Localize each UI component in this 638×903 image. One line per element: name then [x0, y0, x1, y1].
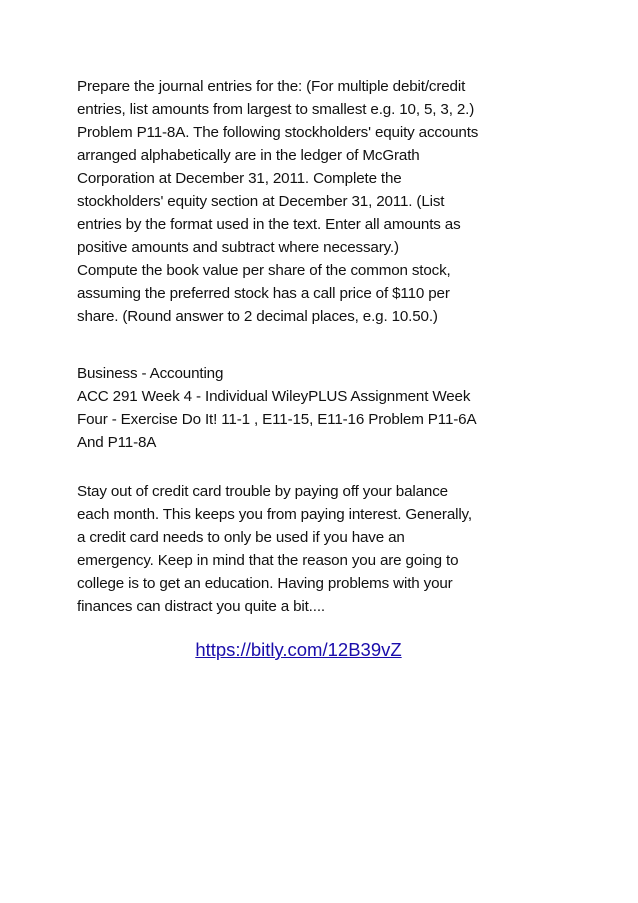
text-line: entries by the format used in the text. Enter all amounts as [77, 216, 461, 233]
text-line: ACC 291 Week 4 - Individual WileyPLUS Assignment Week [77, 388, 471, 405]
link-container [0, 638, 638, 662]
text-line: college is to get an education. Having problems with your [77, 575, 453, 592]
text-line: emergency. Keep in mind that the reason you are going to [77, 552, 459, 569]
text-line: Stay out of credit card trouble by paying off your balance [77, 483, 448, 500]
text-line: assuming the preferred stock has a call price of $110 per [77, 285, 450, 302]
text-line: And P11-8A [77, 434, 157, 451]
text-line: entries, list amounts from largest to smallest e.g. 10, 5, 3, 2.) [77, 101, 475, 118]
bitly-link[interactable]: https://bitly.com/12B39vZ [195, 639, 402, 660]
text-line: share. (Round answer to 2 decimal places, e.g. 10.50.) [77, 308, 438, 325]
problem-description-paragraph [77, 75, 577, 328]
text-line: Problem P11-8A. The following stockholders' equity accounts [77, 124, 479, 141]
text-line: each month. This keeps you from paying interest. Generally, [77, 506, 472, 523]
text-line: arranged alphabetically are in the ledger of McGrath [77, 147, 420, 164]
text-line: finances can distract you quite a bit.... [77, 598, 325, 615]
text-line: positive amounts and subtract where necessary.) [77, 239, 399, 256]
text-line: a credit card needs to only be used if you have an [77, 529, 405, 546]
text-line: Prepare the journal entries for the: (For multiple debit/credit [77, 78, 466, 95]
text-line: stockholders' equity section at December 31, 2011. (List [77, 193, 445, 210]
credit-card-advice-paragraph [77, 480, 577, 618]
text-line: Compute the book value per share of the common stock, [77, 262, 451, 279]
course-info-paragraph [77, 362, 577, 454]
text-line: Business - Accounting [77, 365, 224, 382]
text-line: Four - Exercise Do It! 11-1 , E11-15, E11-16 Problem P11-6A [77, 411, 477, 428]
text-line: Corporation at December 31, 2011. Complete the [77, 170, 402, 187]
